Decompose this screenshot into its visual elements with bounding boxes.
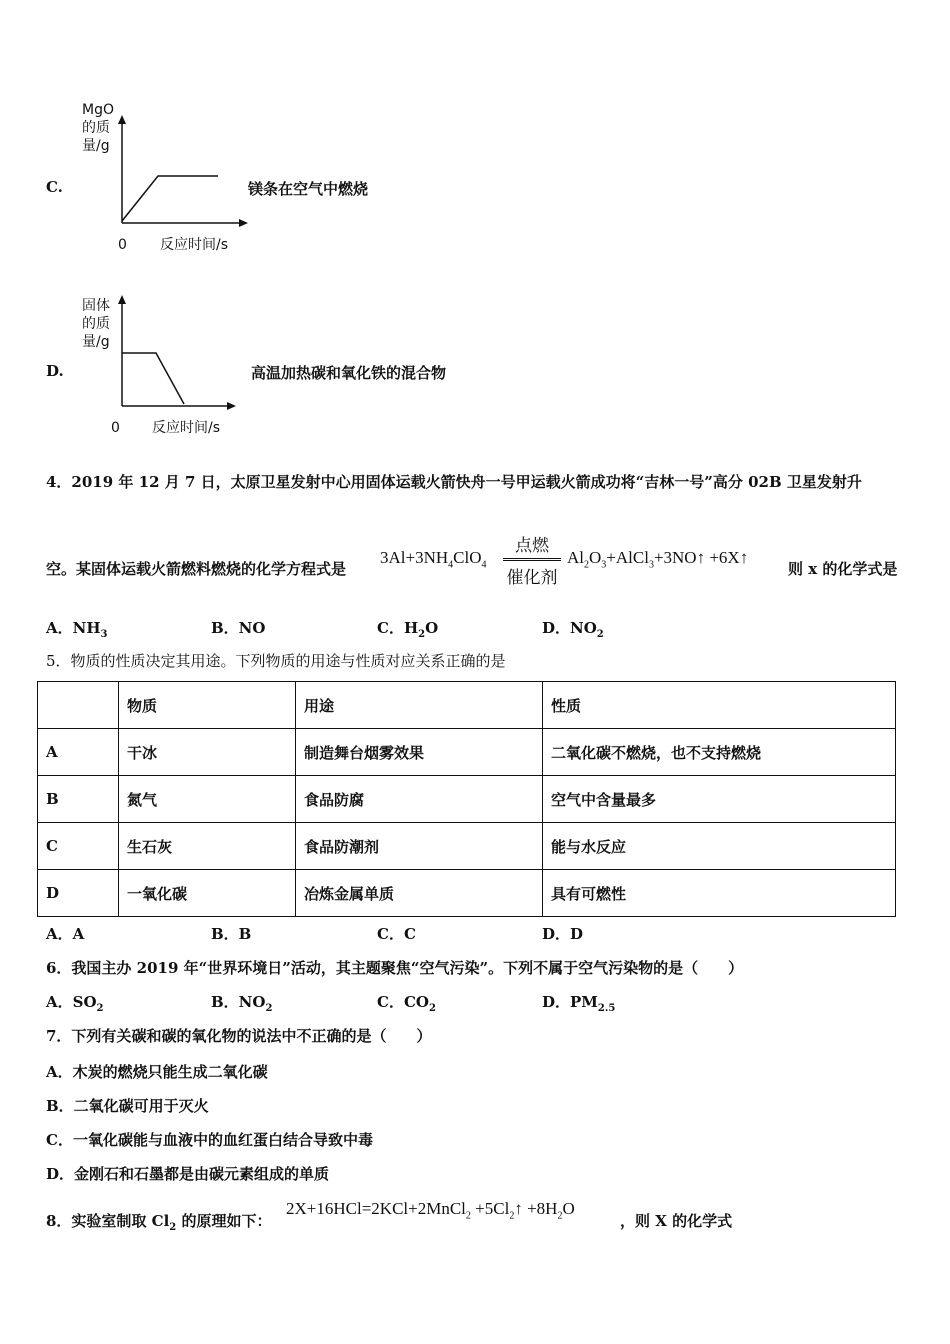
q5-option-b[interactable]: B．B [211,925,252,943]
graph-d-description: 高温加热碳和氧化铁的混合物 [251,364,447,382]
table-cell: 干冰 [119,729,296,776]
q8-stem: 8．实验室制取 $Cl_2$ 的原理如下： [46,1212,272,1233]
table-cell: 食品防腐 [296,776,543,823]
q7-option-a[interactable]: A．木炭的燃烧只能生成二氧化碳 [46,1063,268,1081]
q7-option-b[interactable]: B．二氧化碳可用于灭火 [46,1097,209,1115]
table-cell: C [38,823,119,870]
graph-c-y-label: MgO 的质 量/g [82,102,114,154]
q4-equation-left: $3Al+3NH_4ClO_4$ [380,548,487,571]
table-cell: D [38,870,119,917]
option-d-label: D. [46,362,64,380]
q6-option-b[interactable]: B．$NO_2$ [211,993,273,1014]
q7-option-c[interactable]: C．一氧化碳能与血液中的血红蛋白结合导致中毒 [46,1131,373,1149]
q4-stem-line2: 空。某固体运载火箭燃料燃烧的化学方程式是 [46,560,347,578]
table-cell: B [38,776,119,823]
graph-c-origin: 0 [118,237,127,253]
q5-option-c[interactable]: C．C [377,925,416,943]
graph-c-chart [110,115,250,235]
table-row [38,729,896,776]
q4-stem-line1: 4．2019 年 12 月 7 日，太原卫星发射中心用固体运载火箭快舟一号甲运载火箭成功将“吉林一号”高分 02B 卫星发射升 [46,473,862,491]
graph-d-y-label: 固体 的质 量/g [82,298,110,350]
q4-reaction-condition [503,531,561,588]
graph-c-x-arrow [239,219,248,227]
table-header-cell: 物质 [119,682,296,729]
graph-c-x-label: 反应时间/s [160,237,229,253]
q4-stem-suffix: 则 x 的化学式是 [788,560,898,578]
q7-option-d[interactable]: D．金刚石和石墨都是由碳元素组成的单质 [46,1165,330,1183]
q6-stem: 6．我国主办 2019 年“世界环境日”活动，其主题聚焦“空气污染”。下列不属于空气污染物的是（ ） [46,959,744,977]
q5-stem: 5．物质的性质决定其用途。下列物质的用途与性质对应关系正确的是 [46,652,506,670]
q4-option-d[interactable]: D．$NO_2$ [542,619,604,640]
graph-d-x-arrow [227,402,236,410]
graph-d-curve [122,353,184,404]
q5-table [37,681,896,917]
option-c-label: C. [46,178,63,196]
table-cell: 食品防潮剂 [296,823,543,870]
graph-c-description: 镁条在空气中燃烧 [248,180,369,198]
q6-option-a[interactable]: A．$SO_2$ [46,993,104,1014]
table-cell: 空气中含量最多 [543,776,896,823]
table-row [38,870,896,917]
table-cell: 二氧化碳不燃烧，也不支持燃烧 [543,729,896,776]
q4-option-c[interactable]: C．$H_2O$ [377,619,439,640]
q5-option-d[interactable]: D．D [542,925,584,943]
table-cell: 氮气 [119,776,296,823]
q4-option-b[interactable]: B．NO [211,619,266,637]
table-header-row [38,682,896,729]
table-header-cell: 性质 [543,682,896,729]
table-cell: 制造舞台烟雾效果 [296,729,543,776]
graph-d-chart [110,293,240,413]
table-header-cell [38,682,119,729]
table-cell: 一氧化碳 [119,870,296,917]
table-cell: 冶炼金属单质 [296,870,543,917]
table-header-cell: 用途 [296,682,543,729]
q4-equation-right: $Al_2O_3+AlCl_3+3NO↑$ +6X↑ [567,548,749,571]
q7-stem: 7．下列有关碳和碳的氧化物的说法中不正确的是（ ） [46,1027,432,1045]
q8-equation: 2X+16HCl=2KCl+2MnCl$_2$ $+5Cl_2↑ +8H_2O$ [286,1199,575,1222]
q6-option-d[interactable]: D．$PM_{2.5}$ [542,993,616,1014]
q4-option-a[interactable]: A．$NH_3$ [46,619,108,640]
graph-d-y-arrow [118,295,126,304]
q6-option-c[interactable]: C．$CO_2$ [377,993,436,1014]
q4-condition-top: 点燃 [515,536,549,556]
table-row [38,776,896,823]
q5-option-a[interactable]: A．A [46,925,85,943]
table-cell: A [38,729,119,776]
graph-c-curve [122,176,218,221]
q4-condition-bottom: 催化剂 [506,568,558,588]
graph-d-origin: 0 [111,420,120,436]
table-cell: 能与水反应 [543,823,896,870]
table-row [38,823,896,870]
table-cell: 生石灰 [119,823,296,870]
q8-stem-suffix: ，则 X 的化学式 [620,1212,733,1230]
graph-d-x-label: 反应时间/s [152,420,221,436]
table-cell: 具有可燃性 [543,870,896,917]
graph-c-y-arrow [118,115,126,124]
